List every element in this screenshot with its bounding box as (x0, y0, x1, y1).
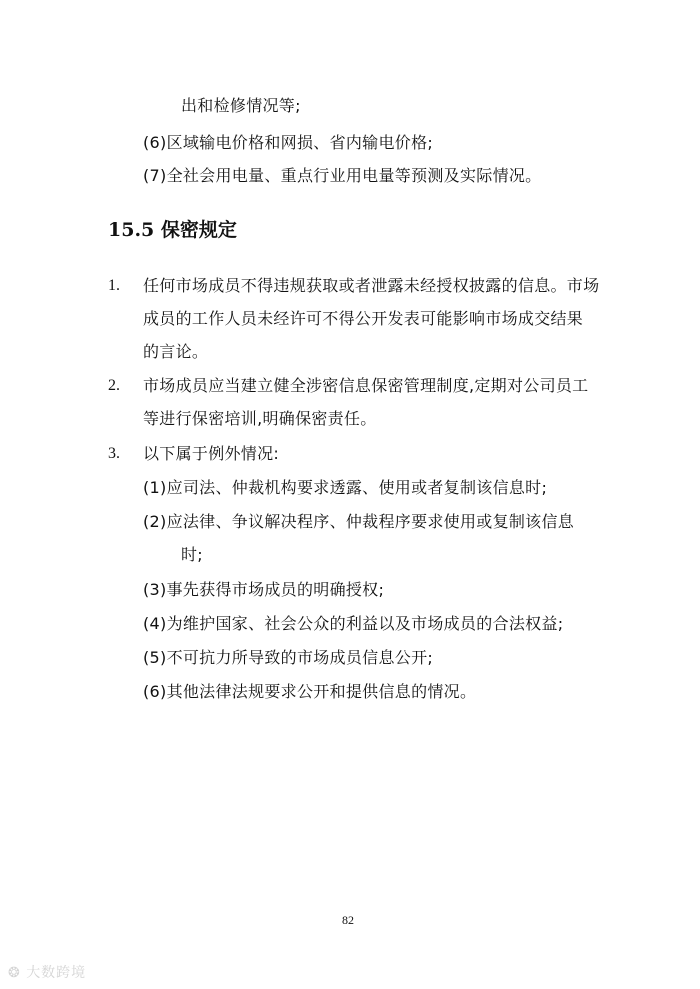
clause-line: 市场成员应当建立健全涉密信息保密管理制度,定期对公司员工 (143, 376, 589, 395)
exception-item-2-cont: 时; (181, 545, 203, 564)
clause-line: 以下属于例外情况: (143, 444, 280, 463)
clause-number: 3. (108, 445, 120, 462)
clause-line: 等进行保密培训,明确保密责任。 (143, 409, 377, 428)
watermark (8, 962, 86, 982)
watermark-text: 大数跨境 (26, 965, 87, 981)
exception-item-3: (3)事先获得市场成员的明确授权; (143, 580, 385, 599)
clause-number: 1. (108, 277, 120, 294)
clause-line: 的言论。 (143, 342, 209, 361)
exception-item-4: (4)为维护国家、社会公众的利益以及市场成员的合法权益; (143, 614, 564, 633)
list-item-7: (7)全社会用电量、重点行业用电量等预测及实际情况。 (143, 166, 542, 185)
clause-number: 2. (108, 377, 120, 394)
item-continuation: 出和检修情况等; (181, 96, 301, 115)
clause-line: 任何市场成员不得违规获取或者泄露未经授权披露的信息。市场 (143, 276, 600, 295)
watermark-logo-icon: ❂ (8, 965, 21, 981)
exception-item-2: (2)应法律、争议解决程序、仲裁程序要求使用或复制该信息 (143, 512, 575, 531)
page-number: 82 (342, 913, 354, 927)
section-heading: 15.5 保密规定 (108, 219, 237, 241)
exception-item-6: (6)其他法律法规要求公开和提供信息的情况。 (143, 682, 477, 701)
exception-item-1: (1)应司法、仲裁机构要求透露、使用或者复制该信息时; (143, 478, 548, 497)
list-item-6: (6)区域输电价格和网损、省内输电价格; (143, 133, 434, 152)
exception-item-5: (5)不可抗力所导致的市场成员信息公开; (143, 648, 434, 667)
clause-line: 成员的工作人员未经许可不得公开发表可能影响市场成交结果 (143, 309, 584, 328)
